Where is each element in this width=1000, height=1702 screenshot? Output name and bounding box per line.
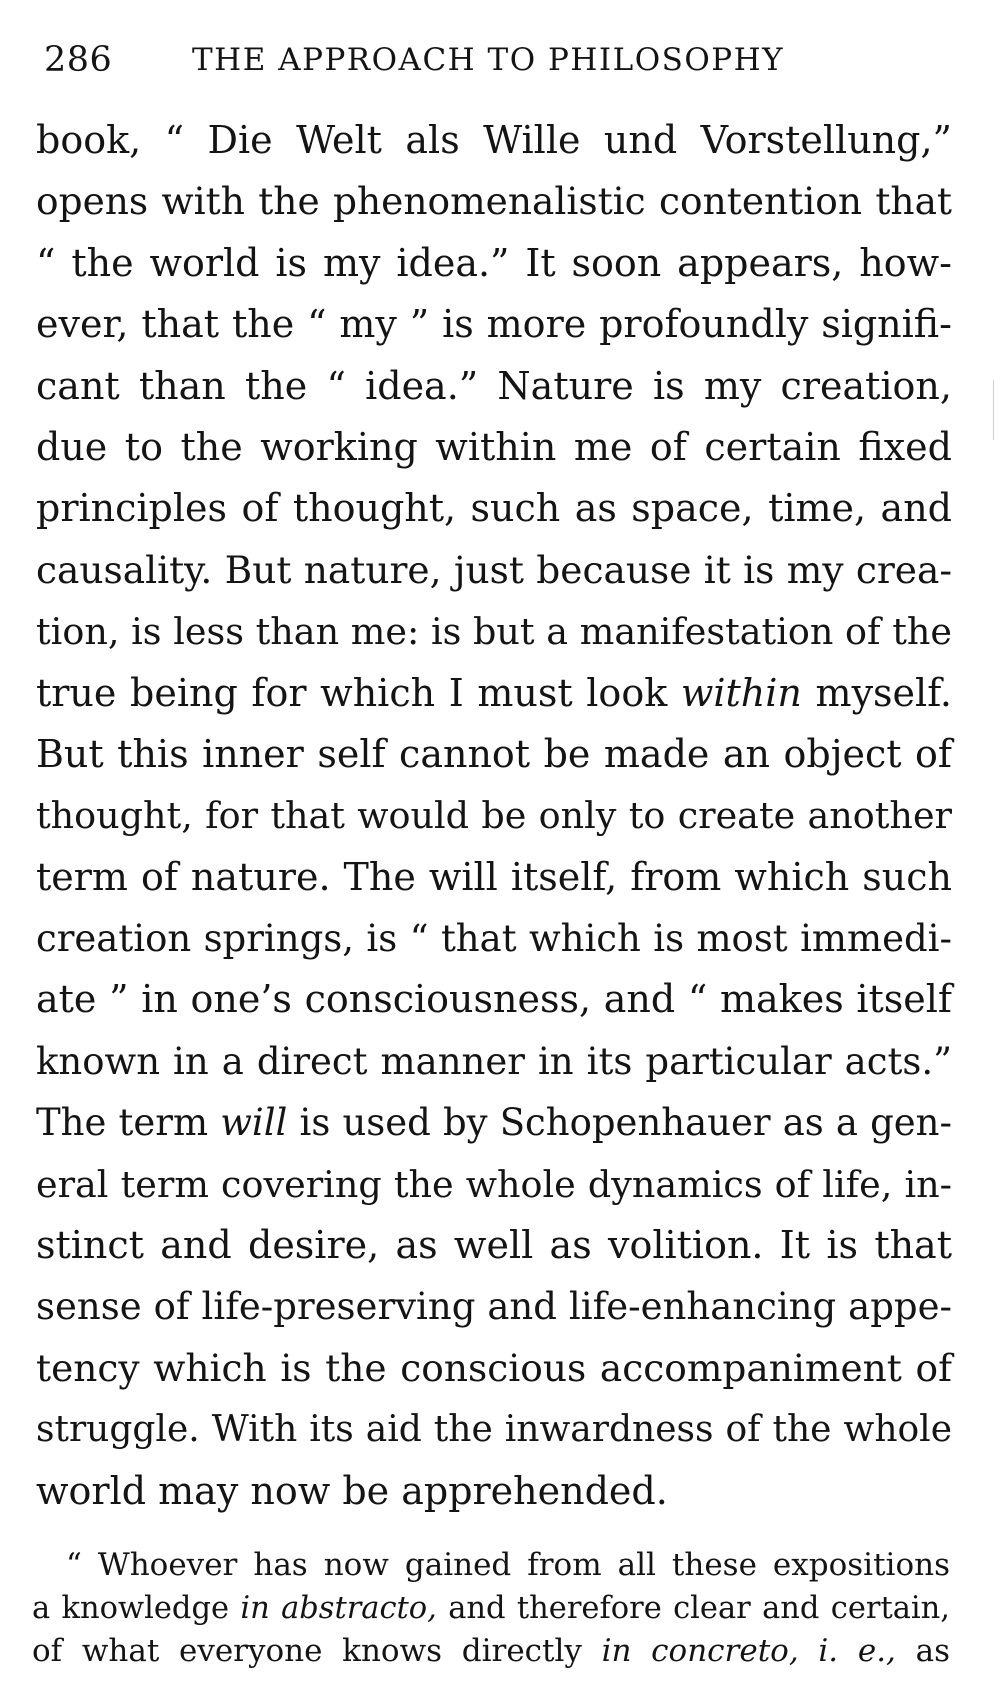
text-line: cant than the “ idea.” Nature is my creation, bbox=[36, 363, 952, 408]
page-edge-shadow bbox=[993, 380, 994, 440]
text-line: creation springs, is “ that which is most immedi- bbox=[36, 917, 952, 961]
text-line: world may now be apprehended. bbox=[36, 1468, 668, 1513]
block-quote bbox=[32, 1544, 950, 1673]
text-line: due to the working within me of certain fixed bbox=[36, 424, 952, 469]
italic-phrase: in abstracto, bbox=[240, 1591, 437, 1626]
text-line: principles of thought, such as space, time, and bbox=[36, 486, 952, 531]
text-line: thought, for that would be only to create another bbox=[36, 794, 952, 838]
quote-line: of what everyone knows directly in concreto, i. e., as bbox=[32, 1633, 950, 1669]
text-line: eral term covering the whole dynamics of life, in- bbox=[36, 1162, 952, 1206]
text-line: The term will is used by Schopenhauer as a gen- bbox=[36, 1101, 952, 1145]
italic-word: within bbox=[680, 670, 802, 715]
text-line: true being for which I must look within myself. bbox=[36, 670, 952, 715]
text-line: tion, is less than me: is but a manifestation of the bbox=[36, 610, 952, 654]
running-title: THE APPROACH TO PHILOSOPHY bbox=[192, 42, 785, 78]
text-line: term of nature. The will itself, from which such bbox=[36, 854, 952, 899]
text-line: tency which is the conscious accompaniment of bbox=[36, 1345, 952, 1390]
page-number: 286 bbox=[44, 40, 113, 80]
text-line: ever, that the “ my ” is more profoundly signifi- bbox=[36, 302, 952, 347]
quote-line: a knowledge in abstracto, and therefore clear and certain, bbox=[32, 1591, 951, 1626]
text-line: “ the world is my idea.” It soon appears, how- bbox=[36, 240, 952, 285]
text-line: ate ” in one’s consciousness, and “ makes itself bbox=[36, 977, 952, 1022]
text-line: known in a direct manner in its particular acts.” bbox=[36, 1039, 952, 1083]
italic-phrase: in concreto, i. e., bbox=[601, 1633, 896, 1669]
text-line: sense of life-preserving and life-enhancing appe- bbox=[36, 1285, 952, 1329]
italic-word: will bbox=[220, 1101, 288, 1145]
text-line: opens with the phenomenalistic contention that bbox=[36, 179, 952, 224]
text-line: But this inner self cannot be made an object of bbox=[36, 731, 952, 776]
page-header bbox=[44, 36, 954, 86]
text-line: book, “ Die Welt als Wille und Vorstellung,” bbox=[36, 118, 952, 162]
body-paragraph bbox=[36, 110, 952, 1522]
text-line: struggle. With its aid the inwardness of the whole bbox=[36, 1409, 952, 1451]
text-line: causality. But nature, just because it is my crea- bbox=[36, 547, 952, 592]
quote-line: “ Whoever has now gained from all these expositions bbox=[66, 1547, 950, 1583]
text-line: stinct and desire, as well as volition. It is that bbox=[36, 1223, 952, 1268]
